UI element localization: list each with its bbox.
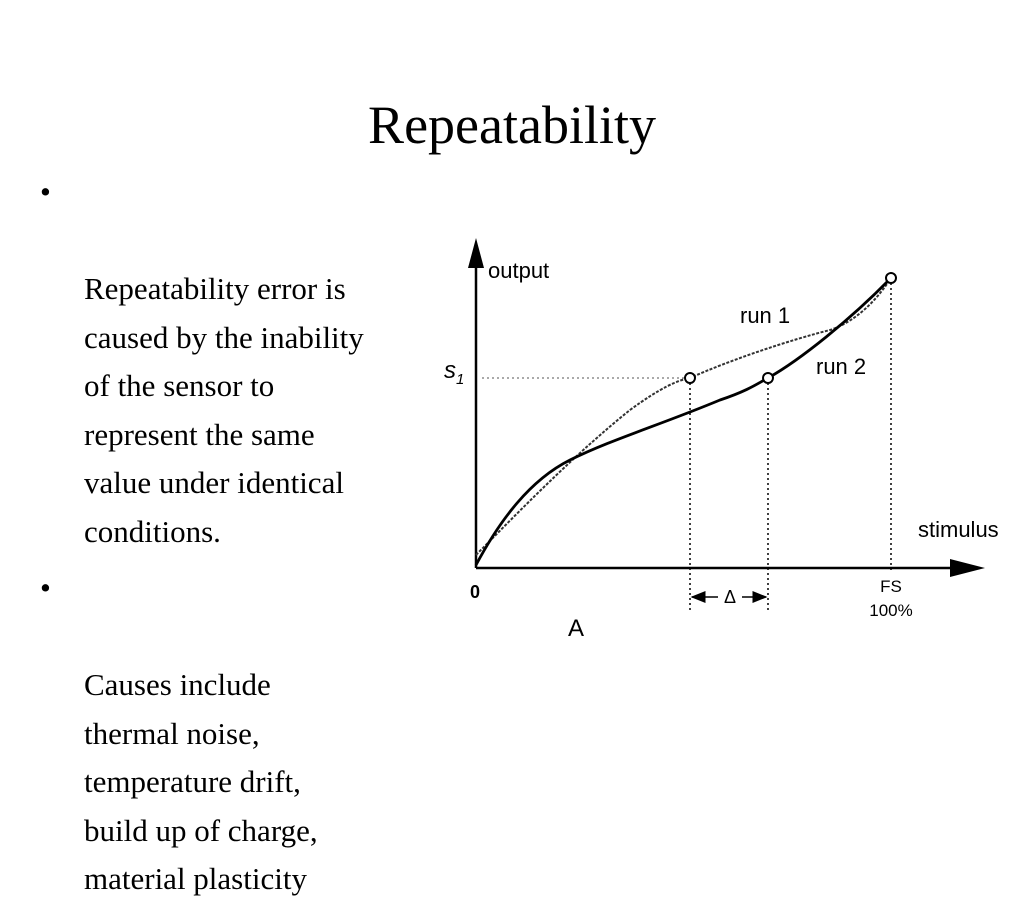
bullet-list	[38, 168, 438, 912]
bullet-item	[38, 168, 438, 556]
run2-label: run 2	[816, 354, 867, 379]
bullet-dot: •	[40, 174, 51, 209]
repeatability-diagram	[430, 220, 1024, 650]
s1-label	[444, 357, 464, 388]
fs-label: FS	[880, 577, 902, 596]
delta-label: Δ	[723, 587, 737, 607]
panel-label: A	[568, 615, 585, 642]
y-axis-arrow	[468, 238, 484, 268]
x-axis-label: stimulus	[918, 517, 999, 542]
fs-percent-label: 100%	[869, 601, 913, 620]
origin-label: 0	[470, 582, 481, 602]
fs-point	[886, 273, 896, 283]
run1-point	[685, 373, 695, 383]
y-axis-label: output	[488, 258, 550, 283]
diagram-svg	[430, 220, 1024, 650]
run2-curve	[476, 278, 891, 565]
bullet-item	[38, 564, 438, 904]
s1-subscript: 1	[456, 371, 465, 388]
x-axis-arrow	[950, 559, 985, 577]
bullet-dot: •	[40, 570, 51, 605]
bullet-text: Causes include thermal noise, temperature drift, build up of charge, material plasticity	[84, 667, 318, 896]
run2-point	[763, 373, 773, 383]
run1-label: run 1	[740, 303, 791, 328]
slide-title: Repeatability	[368, 95, 656, 155]
run1-curve	[476, 278, 891, 555]
bullet-text: Repeatability error is caused by the inability of the sensor to represent the same value under identical conditions.	[84, 271, 364, 549]
s1-symbol: s	[444, 357, 456, 384]
